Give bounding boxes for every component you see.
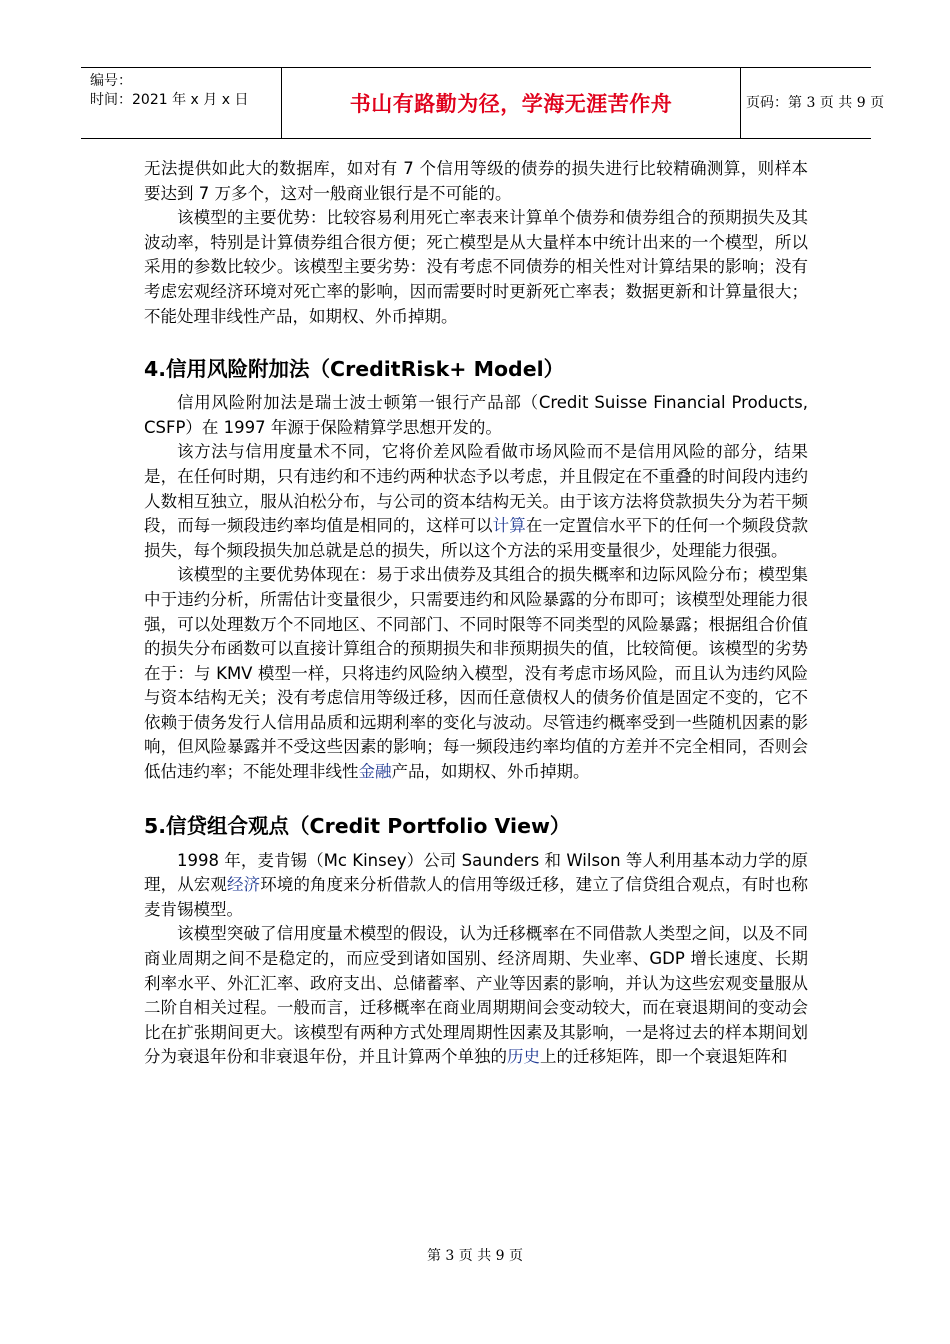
inline-link[interactable]: 历史	[507, 1047, 540, 1067]
header-page-cell	[740, 68, 885, 138]
document-date: 时间：2021 年 x 月 x 日	[90, 92, 249, 108]
text-run: 在一定置信水平下的任何一个频段贷款损失，每个频段损失加总就是总的损失，所以这个方法的采用变量很少，处理能力很强。	[144, 516, 809, 560]
page-footer: 第 3 页 共 9 页	[426, 1248, 524, 1264]
paragraph	[144, 849, 808, 923]
text-run: 该模型突破了信用度量术模型的假设，认为迁移概率在不同借款人类型之间，以及不同商业周期之间不是稳定的，而应受到诸如国别、经济周期、失业率、GDP 增长速度、长期利率水平、外汇汇率、政府支出、总储蓄率、产业等因素的影响，并认为这些宏观变量服从二阶自相关过程。一般而言，迁移概率在商业周期期间会变动较大，而在衰退期间的变动会比在扩张期间更大。该模型有两种方式处理周期性因素及其影响，一是将过去的样本期间划分为衰退年份和非衰退年份，并且计算两个单独的	[144, 924, 808, 1067]
inline-link[interactable]: 计算	[492, 516, 526, 536]
paragraph: 该模型的主要优势：比较容易利用死亡率表来计算单个债券和债券组合的预期损失及其波动率，特别是计算债券组合很方便；死亡模型是从大量样本中统计出来的一个模型，所以采用的参数比较少。该模型主要劣势：没有考虑不同债券的相关性对计算结果的影响；没有考虑宏观经济环境对死亡率的影响，因而需要时时更新死亡率表；数据更新和计算量很大；不能处理非线性产品，如期权、外币掉期。	[144, 208, 808, 326]
inline-link[interactable]: 经济	[227, 875, 261, 895]
text-run: 上的迁移矩阵，即一个衰退矩阵和	[540, 1047, 788, 1067]
header-motto-cell	[281, 68, 741, 138]
text-run: 环境的角度来分析借款人的信用等级迁移，建立了信贷组合观点，有时也称麦肯锡模型。	[144, 875, 809, 919]
paragraph	[144, 563, 808, 784]
section-heading-4: 4.信用风险附加法（CreditRisk+ Model）	[144, 357, 565, 382]
document-body	[144, 157, 808, 1070]
text-run: 该方法与信用度量术不同，它将价差风险看做市场风险而不是信用风险的部分，结果是，在任何时期，只有违约和不违约两种状态予以考虑，并且假定在不重叠的时间段内违约人数相互独立，服从泊松分布，与公司的资本结构无关。由于该方法将贷款损失分为若干频段，而每一频段违约率均值是相同的，这样可以	[144, 442, 808, 536]
paragraph: 信用风险附加法是瑞士波士顿第一银行产品部（Credit Suisse Financial Products, CSFP）在 1997 年源于保险精算学思想开发的。	[144, 393, 808, 437]
paragraph	[144, 440, 808, 563]
text-run: 1998 年，麦肯锡（Mc Kinsey）公司 Saunders 和 Wilson 等人利用基本动力学的原理，从宏观	[144, 850, 808, 895]
header-motto: 书山有路勤为径，学海无涯苦作舟	[349, 91, 673, 116]
page-header	[81, 67, 885, 139]
paragraph	[144, 922, 808, 1070]
header-meta-cell	[81, 68, 281, 138]
document-code-label: 编号：	[90, 73, 132, 89]
inline-link[interactable]: 金融	[358, 762, 392, 782]
section-heading-5: 5.信贷组合观点（Credit Portfolio View）	[144, 813, 571, 838]
text-run: 该模型的主要优势体现在：易于求出债券及其组合的损失概率和边际风险分布；模型集中于违约分析，所需估计变量很少，只需要违约和风险暴露的分布即可；该模型处理能力很强，可以处理数万个不同地区、不同部门、不同时限等不同类型的风险暴露；根据组合价值的损失分布函数可以直接计算组合的预期损失和非预期损失的值，比较简便。该模型的劣势在于：与 KMV 模型一样，只将违约风险纳入模型，没有考虑市场风险，而且认为违约风险与资本结构无关；没有考虑信用等级迁移，因而任意债权人的债务价值是固定不变的，它不依赖于债务发行人信用品质和远期利率的变化与波动。尽管违约概率受到一些随机因素的影响，但风险暴露并不受这些因素的影响；每一频段违约率均值的方差并不完全相同，否则会低估违约率；不能处理非线性	[144, 565, 808, 782]
header-page-number: 页码：第 3 页 共 9 页	[746, 95, 885, 111]
paragraph: 无法提供如此大的数据库，如对有 7 个信用等级的债券的损失进行比较精确测算，则样本要达到 7 万多个，这对一般商业银行是不可能的。	[144, 159, 808, 203]
text-run: 产品，如期权、外币掉期。	[391, 762, 590, 782]
